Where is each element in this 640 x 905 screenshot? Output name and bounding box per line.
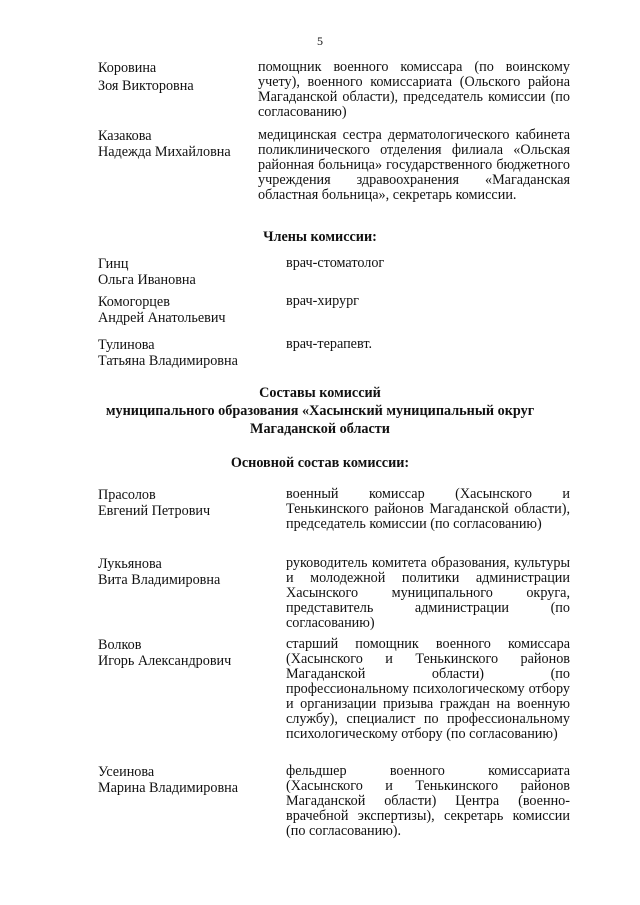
member-surname: Усеинова [98, 764, 155, 780]
member-surname: Гинц [98, 256, 129, 272]
member-role: фельдшер военного комиссариата (Хасынского и Тенькинского районов Магаданской области) Центра (военно-врачебной экспертизы), секретарь комиссии (по согласованию). [286, 763, 570, 839]
member-name [98, 487, 268, 519]
member-role: врач-терапевт. [286, 336, 372, 352]
member-given-names: Зоя Викторовна [98, 78, 194, 94]
member-surname: Комогорцев [98, 294, 170, 310]
member-surname: Тулинова [98, 337, 155, 353]
member-name [98, 637, 268, 669]
member-role: военный комиссар (Хасынского и Тенькинского районов Магаданской области), председатель комиссии (по согласованию) [286, 486, 570, 532]
member-given-names: Надежда Михайловна [98, 144, 231, 160]
main-composition-heading: Основной состав комиссии: [230, 455, 410, 471]
member-surname: Волков [98, 637, 142, 653]
members-heading: Члены комиссии: [263, 229, 377, 245]
member-given-names: Евгений Петрович [98, 503, 211, 519]
member-given-names: Ольга Ивановна [98, 272, 196, 288]
section-title-line: муниципального образования «Хасынский муниципальный округ [105, 403, 535, 419]
section-title-line: Составы комиссий [259, 385, 381, 401]
section-title [0, 385, 640, 438]
member-surname: Коровина [98, 60, 157, 76]
member-name [98, 60, 268, 94]
member-role: руководитель комитета образования, культуры и молодежной политики администрации Хасынского муниципального округа, представитель администрации (по согласованию) [286, 555, 570, 631]
section-title-line: Магаданской области [250, 421, 390, 437]
member-name [98, 294, 268, 326]
member-name [98, 556, 268, 588]
member-given-names: Вита Владимировна [98, 572, 221, 588]
member-name [98, 256, 268, 288]
member-surname: Лукьянова [98, 556, 162, 572]
page-number: 5 [317, 34, 323, 48]
member-name [98, 337, 268, 369]
member-name [98, 764, 268, 796]
member-given-names: Игорь Александрович [98, 653, 232, 669]
member-role: медицинская сестра дерматологического кабинета поликлинического отделения филиала «Ольская районная больница» государственного бюджетного учреждения здравоохранения «Магаданская областная больница», секретарь комиссии. [258, 127, 570, 203]
member-given-names: Марина Владимировна [98, 780, 239, 796]
member-given-names: Андрей Анатольевич [98, 310, 226, 326]
member-role: врач-хирург [286, 293, 359, 309]
member-role: старший помощник военного комиссара (Хасынского и Тенькинского районов Магаданской области) (по профессиональному психологическому отбору и организации призыва граждан на военную службу), специалист по профессиональному психологическому отбору (по согласованию) [286, 636, 570, 742]
member-name [98, 128, 268, 160]
member-surname: Казакова [98, 128, 152, 144]
member-role: помощник военного комиссара (по воинскому учету), военного комиссариата (Ольского района Магаданской области), председатель комиссии (по согласованию) [258, 59, 570, 120]
member-surname: Прасолов [98, 487, 156, 503]
member-given-names: Татьяна Владимировна [98, 353, 238, 369]
member-role: врач-стоматолог [286, 255, 385, 271]
